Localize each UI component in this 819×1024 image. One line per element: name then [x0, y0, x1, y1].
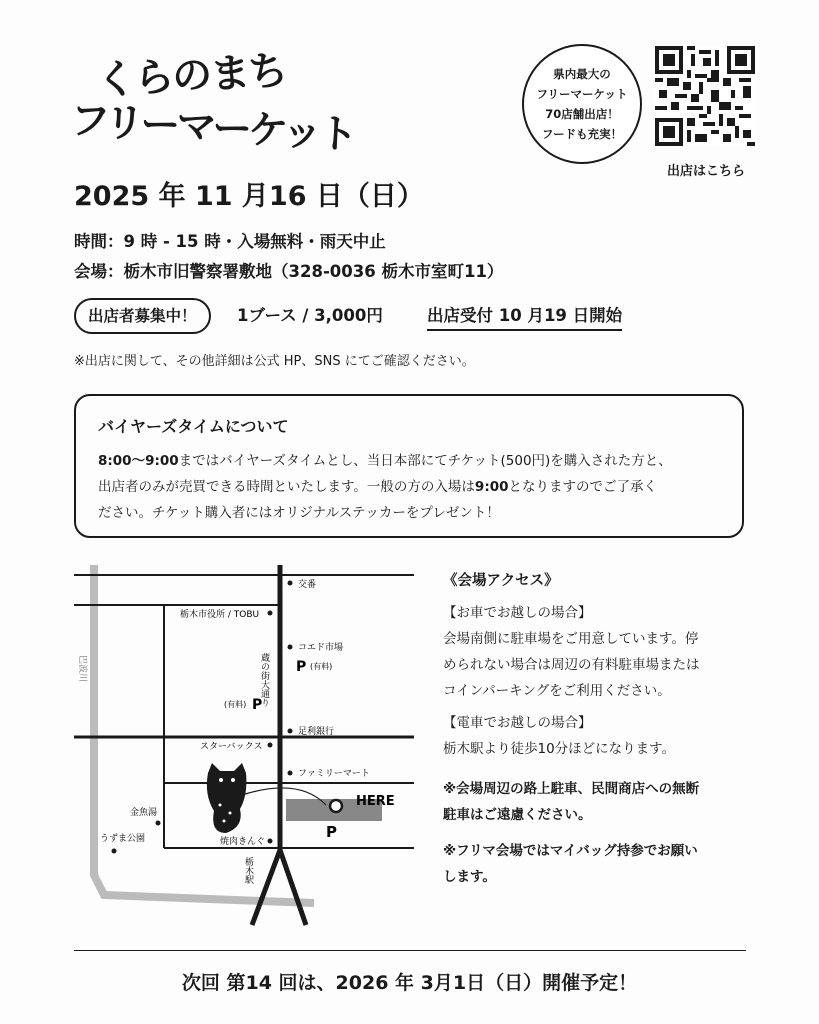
poi-uzuma: うずま公園	[100, 834, 146, 844]
details-note: ※出店に関して、その他詳細は公式 HP、SNS にてご確認ください。	[74, 354, 475, 369]
badge-line: フリーマーケット	[536, 87, 628, 101]
car-line: められない場合は周辺の有料駐車場または	[443, 657, 700, 673]
buyers-text-2b: となりますのでご了承く	[508, 479, 658, 495]
here-label: HERE	[356, 794, 395, 809]
warning-parking: ※会場周辺の路上駐車、民間商店への無断	[443, 781, 700, 797]
poi-ashikaga: 足利銀行	[298, 727, 335, 737]
badge-line: フードも充実！	[541, 127, 623, 141]
cat-mascot-icon	[207, 763, 247, 833]
logo-line-1: くらのまち	[95, 48, 288, 104]
access-section	[443, 568, 700, 890]
warning-bag-2: します。	[443, 869, 496, 885]
event-venue: 会場：栃木市旧警察署敷地（328-0036 栃木市室町11）	[74, 262, 504, 281]
poi-koban: 交番	[298, 580, 317, 590]
poi-starbucks: スターバックス	[200, 742, 263, 752]
parking-paid-label-2: (有料)	[224, 700, 247, 709]
access-map	[74, 565, 424, 935]
warning-bag: ※フリマ会場ではマイバッグ持参でお願い	[443, 843, 698, 859]
general-entry-time: 9:00	[474, 479, 509, 495]
recruit-badge: 出店者募集中！	[74, 298, 211, 334]
train-line: 栃木駅より徒歩10分ほどになります。	[443, 741, 676, 757]
badge-line: 県内最大の	[553, 67, 611, 81]
logo-line-2: フリーマーケット	[68, 97, 356, 159]
poi-familymart: ファミリーマート	[298, 769, 370, 779]
event-time: 時間：9 時 - 15 時・入場無料・雨天中止	[74, 232, 386, 251]
badge-line: 70店舗出店！	[545, 107, 619, 121]
accept-start: 出店受付 10 月19 日開始	[427, 302, 622, 331]
promo-badge	[522, 44, 642, 164]
event-date: 2025 年 11 月16 日（日）	[74, 181, 424, 212]
parking-paid-icon-2: P	[252, 697, 263, 713]
street-label: 蔵の街大通り	[259, 653, 269, 707]
parking-icon: P	[326, 823, 337, 841]
booth-price: 1ブース / 3,000円	[237, 306, 383, 325]
train-heading: 【電車でお越しの場合】	[443, 715, 592, 731]
poi-cityhall: 栃木市役所 / TOBU	[180, 610, 260, 620]
buyers-text-1: まではバイヤーズタイムとし、当日本部にてチケット(500円)を購入された方と、	[178, 453, 672, 469]
poi-kingyo: 金魚湯	[130, 808, 158, 818]
qr-label: 出店はこちら	[666, 164, 745, 179]
buyers-text-3: ださい。チケット購入者にはオリジナルステッカーをプレゼント！	[98, 505, 500, 521]
station-label: 栃木駅	[243, 857, 253, 884]
poi-yakiniku: 焼肉きんぐ	[220, 837, 266, 847]
car-line: 会場南側に駐車場をご用意しています。停	[443, 631, 699, 647]
divider	[74, 950, 746, 951]
qr-code-icon[interactable]	[655, 46, 755, 146]
car-line: コインパーキングをご利用ください。	[443, 683, 671, 699]
car-heading: 【お車でお越しの場合】	[443, 605, 592, 621]
buyers-text-2a: 出店者のみが売買できる時間といたします。一般の方の入場は	[98, 479, 475, 495]
access-title: 《会場アクセス》	[443, 573, 559, 589]
next-event: 次回 第14 回は、2026 年 3月1日（日）開催予定！	[181, 972, 638, 994]
here-marker	[330, 800, 342, 812]
poi-coed: コエド市場	[298, 643, 344, 653]
buyers-time-range: 8:00〜9:00	[98, 453, 179, 469]
warning-parking-2: 駐車はご遠慮ください。	[443, 807, 592, 823]
river-label: 巴波川	[77, 655, 87, 683]
buyers-time-title: バイヤーズタイムについて	[98, 417, 289, 436]
buyers-time-text	[98, 448, 734, 526]
parking-paid-label: (有料)	[310, 662, 333, 671]
parking-paid-icon: P	[296, 659, 307, 675]
